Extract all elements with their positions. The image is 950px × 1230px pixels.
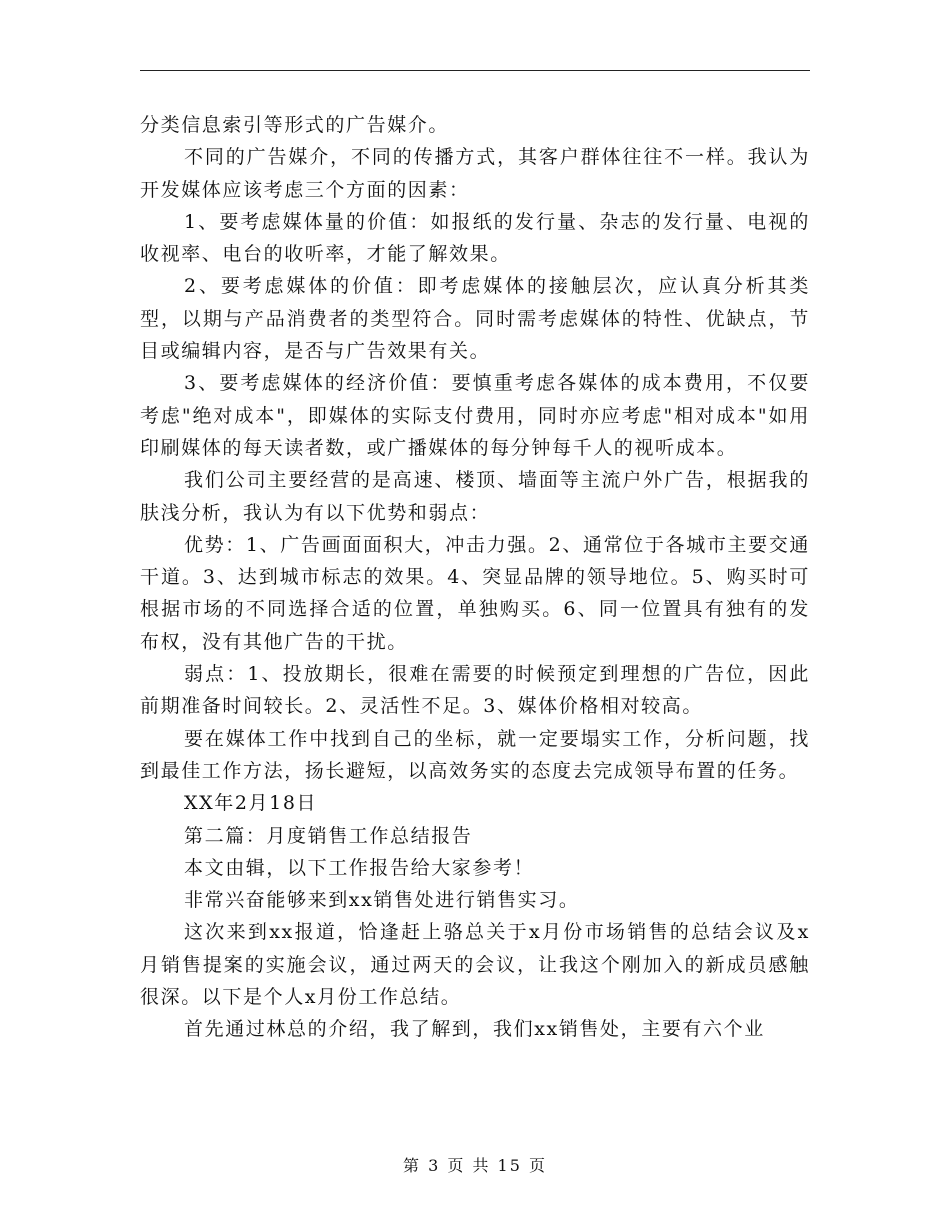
document-body bbox=[140, 109, 810, 1046]
paragraph: 弱点：1、投放期长，很难在需要的时候预定到理想的广告位，因此前期准备时间较长。2、灵活性不足。3、媒体价格相对较高。 bbox=[140, 663, 810, 718]
paragraph: 首先通过林总的介绍，我了解到，我们xx销售处，主要有六个业 bbox=[184, 1018, 765, 1041]
page-number: 第 3 页 共 15 页 bbox=[403, 1156, 547, 1175]
paragraph: 我们公司主要经营的是高速、楼顶、墙面等主流户外广告，根据我的肤浅分析，我认为有以下优势和弱点： bbox=[140, 469, 810, 524]
section-heading: 第二篇：月度销售工作总结报告 bbox=[184, 824, 473, 847]
paragraph: 2、要考虑媒体的价值：即考虑媒体的接触层次，应认真分析其类型，以期与产品消费者的类型符合。同时需考虑媒体的特性、优缺点，节目或编辑内容，是否与广告效果有关。 bbox=[140, 275, 810, 363]
paragraph: 非常兴奋能够来到xx销售处进行销售实习。 bbox=[184, 889, 580, 912]
paragraph: 1、要考虑媒体量的价值：如报纸的发行量、杂志的发行量、电视的收视率、电台的收听率，才能了解效果。 bbox=[140, 210, 810, 266]
paragraph: 优势：1、广告画面面积大，冲击力强。2、通常位于各城市主要交通干道。3、达到城市标志的效果。4、突显品牌的领导地位。5、购买时可根据市场的不同选择合适的位置，单独购买。6、同一位置具有独有的发布权，没有其他广告的干扰。 bbox=[140, 533, 810, 653]
paragraph: 本文由辑，以下工作报告给大家参考！ bbox=[184, 856, 535, 879]
paragraph: 3、要考虑媒体的经济价值：要慎重考虑各媒体的成本费用，不仅要考虑"绝对成本"，即媒体的实际支付费用，同时亦应考虑"相对成本"如用印刷媒体的每天读者数，或广播媒体的每分钟每千人的视听成本。 bbox=[140, 372, 810, 459]
paragraph: 分类信息索引等形式的广告媒介。 bbox=[140, 114, 450, 136]
paragraph: 这次来到xx报道，恰逢赶上骆总关于x月份市场销售的总结会议及x月销售提案的实施会议，通过两天的会议，让我这个刚加入的新成员感触很深。以下是个人x月份工作总结。 bbox=[140, 921, 810, 1009]
paragraph: 不同的广告媒介，不同的传播方式，其客户群体往往不一样。我认为开发媒体应该考虑三个方面的因素： bbox=[140, 146, 810, 201]
header-rule bbox=[140, 70, 810, 71]
date-line: XX年2月18日 bbox=[184, 792, 318, 815]
paragraph: 要在媒体工作中找到自己的坐标，就一定要塌实工作，分析问题，找到最佳工作方法，扬长避短，以高效务实的态度去完成领导布置的任务。 bbox=[140, 727, 810, 782]
